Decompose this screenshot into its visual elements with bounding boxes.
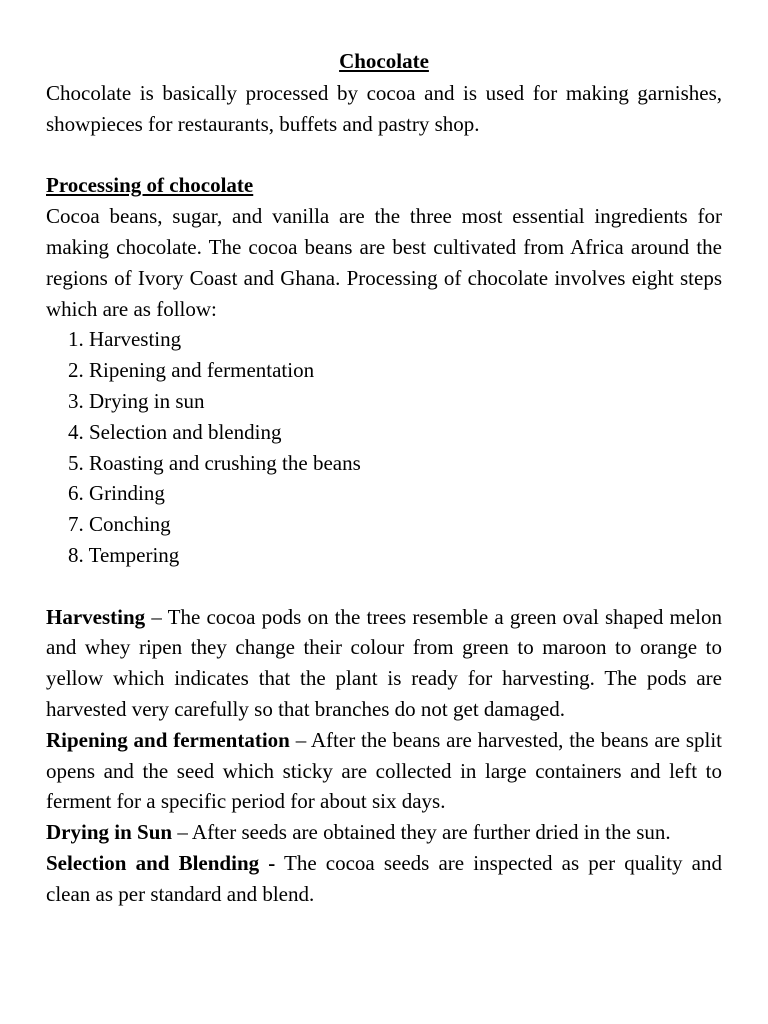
ripening-term: Ripening and fermentation [46, 727, 290, 752]
harvesting-description [46, 602, 722, 725]
harvesting-term: Harvesting [46, 604, 146, 629]
list-item: 6. Grinding [68, 481, 165, 506]
selection-text: The cocoa seeds are inspected as per quality and clean as per standard and blend. [46, 850, 722, 906]
description-separator: – [289, 727, 311, 752]
drying-description [46, 817, 722, 848]
ripening-text: After the beans are harvested, the beans are split opens and the seed which sticky are collected in large containers and left to ferment for a specific period for about six days. [46, 727, 723, 814]
drying-term: Drying in Sun [46, 820, 173, 845]
list-item: 2. Ripening and fermentation [68, 358, 315, 383]
blank-line [46, 140, 722, 171]
harvesting-text: The cocoa pods on the trees resemble a green oval shaped melon and whey ripen they change their colour from green to maroon to orange to yellow which indicates that the plant is ready for harvesting. The pods are harvested very carefully so that branches do not get damaged. [46, 604, 722, 721]
list-item: 7. Conching [68, 512, 171, 537]
description-separator: – [172, 820, 192, 845]
list-item: 4. Selection and blending [68, 419, 282, 444]
list-item: 3. Drying in sun [68, 388, 205, 413]
selection-term: Selection and Blending - [46, 850, 276, 875]
intro-paragraph: Chocolate is basically processed by cocoa and is used for making garnishes, showpieces for restaurants, buffets and pastry shop. [46, 81, 722, 136]
description-separator [275, 851, 284, 875]
description-separator: – [145, 604, 168, 629]
document-title: Chocolate [339, 49, 429, 73]
processing-paragraph: Cocoa beans, sugar, and vanilla are the three most essential ingredients for making chocolate. The cocoa beans are best cultivated from Africa around the regions of Ivory Coast and Ghana. Processing of chocolate involves eight steps which are as follow: [46, 204, 722, 321]
processing-steps-list [46, 324, 722, 570]
list-item: 5. Roasting and crushing the beans [68, 450, 361, 475]
blank-line [46, 571, 722, 602]
drying-text: After seeds are obtained they are further dried in the sun. [191, 820, 671, 845]
ripening-description [46, 725, 722, 817]
document-page [46, 46, 722, 910]
selection-description [46, 848, 722, 910]
processing-heading: Processing of chocolate [46, 173, 254, 198]
list-item: 8. Tempering [68, 542, 180, 567]
list-item: 1. Harvesting [68, 327, 182, 352]
